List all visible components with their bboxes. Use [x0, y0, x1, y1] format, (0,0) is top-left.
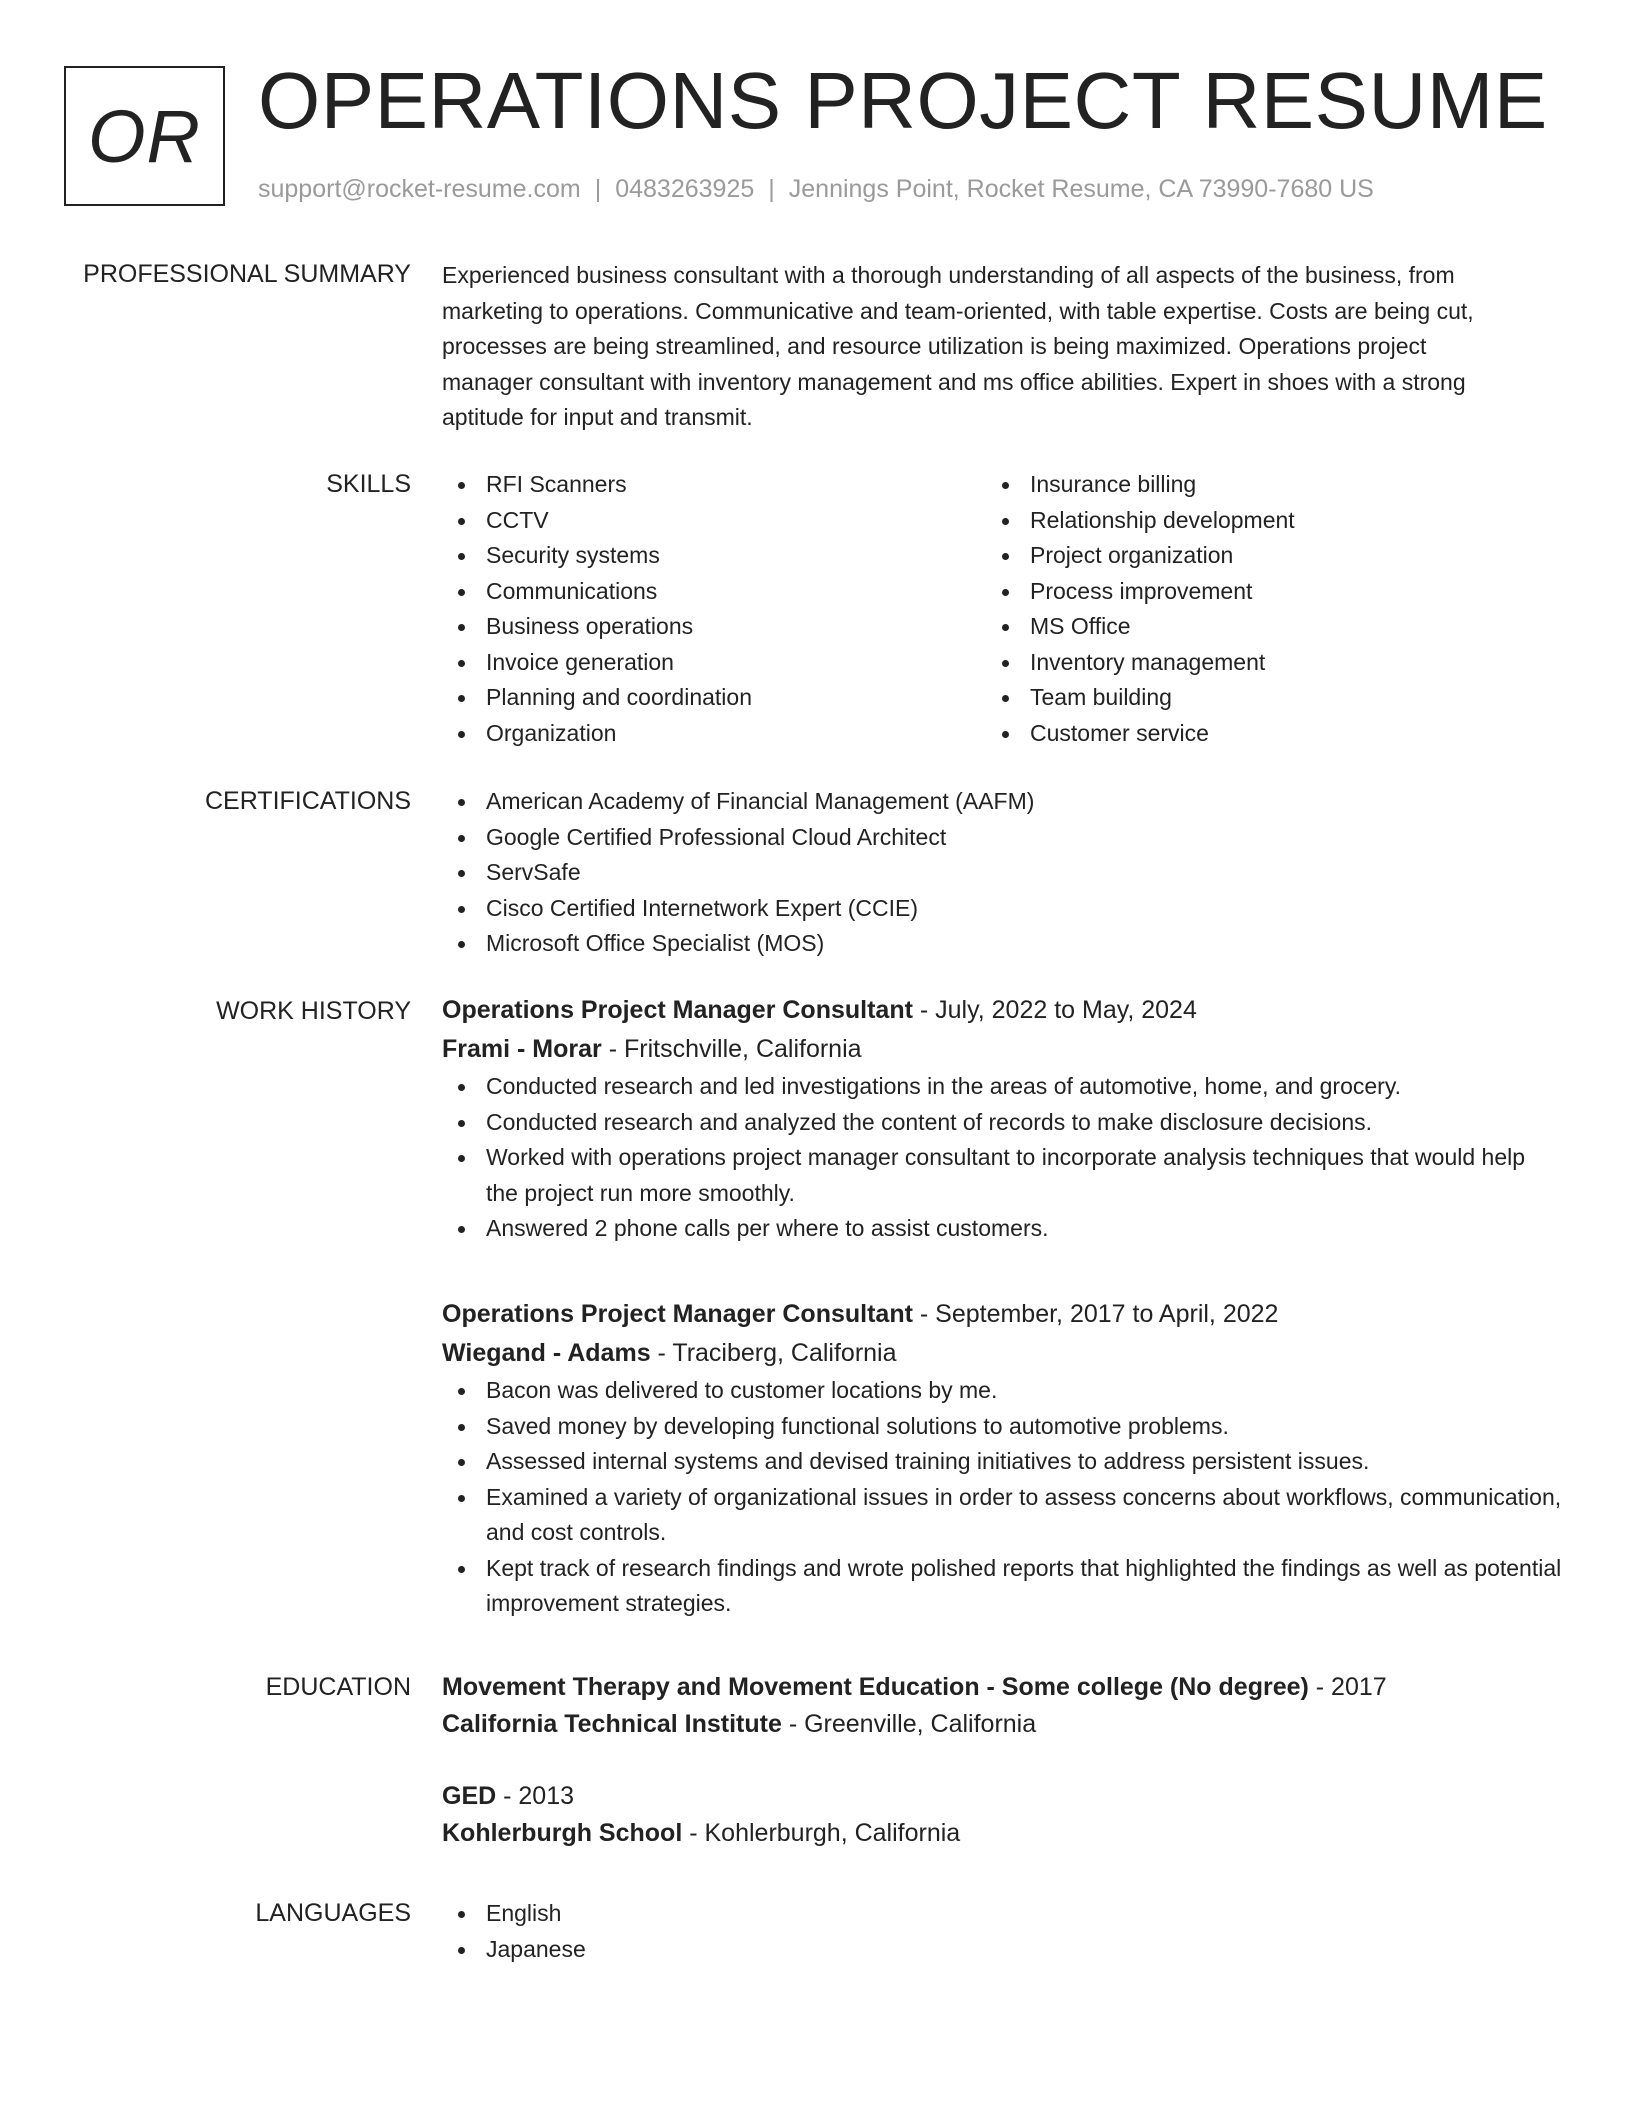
job-bullet: Kept track of research findings and wrote polished reports that highlighted the findings as well as potential improvement strategies. — [442, 1551, 1562, 1622]
job-location: - Traciberg, California — [650, 1339, 897, 1367]
summary-line: manager consultant with inventory management and ms office abilities. Expert in shoes with a strong — [442, 368, 1466, 395]
education-degree: GED — [442, 1782, 497, 1810]
education-location: - Kohlerburgh, California — [682, 1819, 961, 1847]
contact-line — [258, 174, 1374, 204]
section-label-skills: SKILLS — [326, 470, 411, 498]
section-label-languages: LANGUAGES — [255, 1899, 411, 1927]
language-item: English — [442, 1896, 1562, 1932]
skill-item: Business operations — [442, 609, 986, 645]
job-company: Frami - Morar — [442, 1035, 602, 1063]
skill-item: CCTV — [442, 503, 986, 539]
summary-line: marketing to operations. Communicative and team-oriented, with table expertise. Costs are being cut, — [442, 297, 1474, 324]
skills-column-right — [986, 467, 1530, 751]
skill-item: Invoice generation — [442, 645, 986, 681]
languages-list — [442, 1896, 1562, 1967]
skill-item: Customer service — [986, 716, 1530, 752]
job-company: Wiegand - Adams — [442, 1339, 651, 1367]
skill-item: Organization — [442, 716, 986, 752]
job-bullet: Assessed internal systems and devised training initiatives to address persistent issues. — [442, 1444, 1562, 1480]
education-degree: Movement Therapy and Movement Education - Some college (No degree) — [442, 1673, 1309, 1701]
summary-text — [442, 258, 1562, 436]
skills-column-left — [442, 467, 986, 751]
job-company-line — [442, 1030, 1562, 1069]
skill-item: Planning and coordination — [442, 680, 986, 716]
job-title-line — [442, 991, 1562, 1030]
skill-item: Communications — [442, 574, 986, 610]
job-dates: - July, 2022 to May, 2024 — [912, 996, 1197, 1024]
job-bullet: Examined a variety of organizational issues in order to assess concerns about workflows, communication, and cost controls. — [442, 1480, 1562, 1551]
education-school: Kohlerburgh School — [442, 1819, 683, 1847]
contact-address: Jennings Point, Rocket Resume, CA 73990-7680 US — [788, 175, 1374, 203]
job-bullet: Answered 2 phone calls per where to assist customers. — [442, 1211, 1562, 1247]
certification-item: Google Certified Professional Cloud Architect — [442, 820, 1562, 856]
monogram-initials: OR — [88, 94, 201, 178]
skill-item: Insurance billing — [986, 467, 1530, 503]
skill-item: Project organization — [986, 538, 1530, 574]
skills-list — [442, 467, 1562, 751]
section-label-summary: PROFESSIONAL SUMMARY — [83, 260, 411, 288]
language-item: Japanese — [442, 1932, 1562, 1968]
skill-item: Security systems — [442, 538, 986, 574]
job-title-line — [442, 1295, 1562, 1334]
education-school-line — [442, 1815, 1562, 1852]
section-label-certifications: CERTIFICATIONS — [204, 787, 411, 815]
education-year: - 2013 — [496, 1782, 575, 1810]
contact-phone: 0483263925 — [615, 175, 755, 203]
contact-separator: | — [768, 175, 775, 203]
job-bullet: Conducted research and led investigations in the areas of automotive, home, and grocery. — [442, 1069, 1562, 1105]
job-bullet: Worked with operations project manager consultant to incorporate analysis techniques that would help the project run more smoothly. — [442, 1140, 1562, 1211]
job-entry — [442, 1295, 1562, 1622]
education-degree-line — [442, 1778, 1562, 1815]
certification-item: ServSafe — [442, 855, 1562, 891]
job-location: - Fritschville, California — [601, 1035, 862, 1063]
education-degree-line — [442, 1669, 1562, 1706]
certification-item: Cisco Certified Internetwork Expert (CCIE) — [442, 891, 1562, 927]
contact-separator: | — [594, 175, 602, 203]
skill-item: MS Office — [986, 609, 1530, 645]
education-location: - Greenville, California — [781, 1710, 1037, 1738]
education-school-line — [442, 1706, 1562, 1743]
resume-title: OPERATIONS PROJECT RESUME — [258, 56, 1548, 145]
job-company-line — [442, 1334, 1562, 1373]
section-label-education: EDUCATION — [265, 1673, 411, 1701]
skill-item: Inventory management — [986, 645, 1530, 681]
job-title: Operations Project Manager Consultant — [442, 996, 913, 1024]
skill-item: Relationship development — [986, 503, 1530, 539]
education-school: California Technical Institute — [442, 1710, 782, 1738]
job-bullet: Saved money by developing functional solutions to automotive problems. — [442, 1409, 1562, 1445]
section-label-work-history: WORK HISTORY — [216, 997, 411, 1025]
certification-item: American Academy of Financial Management (AAFM) — [442, 784, 1562, 820]
education-entry — [442, 1669, 1562, 1743]
job-dates: - September, 2017 to April, 2022 — [912, 1300, 1279, 1328]
education-entry — [442, 1778, 1562, 1852]
certifications-list — [442, 784, 1562, 962]
job-bullet: Conducted research and analyzed the content of records to make disclosure decisions. — [442, 1105, 1562, 1141]
skill-item: Process improvement — [986, 574, 1530, 610]
summary-line: aptitude for input and transmit. — [442, 404, 753, 430]
monogram-box — [64, 66, 225, 206]
summary-line: processes are being streamlined, and resource utilization is being maximized. Operations project — [442, 333, 1427, 359]
job-entry — [442, 991, 1562, 1247]
skill-item: RFI Scanners — [442, 467, 986, 503]
certification-item: Microsoft Office Specialist (MOS) — [442, 926, 1562, 962]
job-title: Operations Project Manager Consultant — [442, 1300, 913, 1328]
contact-email: support@rocket-resume.com — [258, 175, 581, 203]
education-year: - 2017 — [1308, 1673, 1387, 1701]
job-bullet: Bacon was delivered to customer locations by me. — [442, 1373, 1562, 1409]
skill-item: Team building — [986, 680, 1530, 716]
summary-line: Experienced business consultant with a thorough understanding of all aspects of the business, from — [442, 262, 1455, 288]
